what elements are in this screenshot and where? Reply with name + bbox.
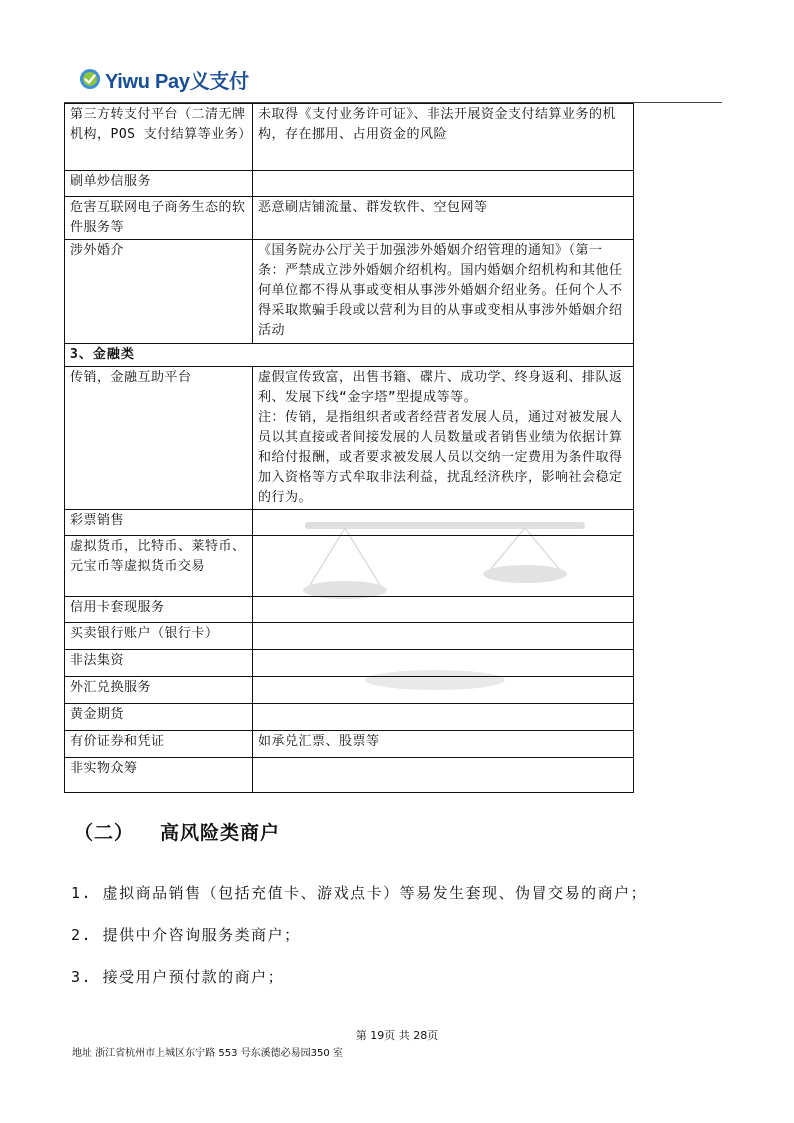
table-row bbox=[65, 510, 634, 536]
description-text: 恶意刷店铺流量、群发软件、空包网等 bbox=[258, 200, 488, 215]
table-cell-category: 有价证券和凭证 bbox=[65, 731, 253, 758]
table-row bbox=[65, 104, 634, 171]
section-title: 高风险类商户 bbox=[160, 822, 281, 844]
table-cell-description bbox=[253, 240, 634, 344]
description-text: 未取得《支付业务许可证》、非法开展资金支付结算业务的机构，存在挪用、占用资金的风险 bbox=[258, 107, 617, 142]
table-row bbox=[65, 597, 634, 623]
list-item: 1. 虚拟商品销售（包括充值卡、游戏点卡）等易发生套现、伪冒交易的商户； bbox=[71, 884, 648, 902]
description-note: 注：传销，是指组织者或者经营者发展人员，通过对被发展人员以其直接或者间接发展的人员数量或者销售业绩为依据计算和给付报酬，或者要求被发展人员以交纳一定费用为条件取得加入资格等方式牟取非法利益，扰乱经济秩序，影响社会稳定的行为。 bbox=[258, 410, 623, 505]
logo-text-cn: 义支付 bbox=[189, 70, 249, 93]
risk-category-table bbox=[64, 103, 634, 793]
logo-text-pay: Pay bbox=[155, 70, 190, 93]
table-cell-category: 买卖银行账户（银行卡） bbox=[65, 623, 253, 650]
table-cell-description bbox=[253, 197, 634, 240]
description-text: 如承兑汇票、股票等 bbox=[258, 734, 380, 749]
check-badge-icon bbox=[79, 68, 101, 90]
table-row bbox=[65, 677, 634, 704]
table-row bbox=[65, 731, 634, 758]
description-text: 虚假宣传致富，出售书籍、碟片、成功学、终身返利、排队返利、发展下线“金字塔”型提成等等。 bbox=[258, 370, 623, 405]
table-cell-category: 第三方转支付平台（二清无牌机构，POS 支付结算等业务） bbox=[65, 104, 253, 171]
table-cell-description bbox=[253, 104, 634, 171]
logo-wordmark bbox=[105, 65, 249, 94]
list-item: 3. 接受用户预付款的商户； bbox=[71, 968, 285, 986]
table-cell-category: 刷单炒信服务 bbox=[65, 171, 253, 197]
page-number: 第 19页 共 28页 bbox=[355, 1029, 439, 1042]
table-cell-description bbox=[253, 367, 634, 510]
table-row bbox=[65, 367, 634, 510]
list-item: 2. 提供中介咨询服务类商户； bbox=[71, 926, 301, 944]
table-cell-description bbox=[253, 650, 634, 677]
section-heading bbox=[74, 818, 280, 845]
table-cell-category: 危害互联网电子商务生态的软件服务等 bbox=[65, 197, 253, 240]
description-text: 《国务院办公厅关于加强涉外婚姻介绍管理的通知》（第一条：严禁成立涉外婚姻介绍机构。国内婚姻介绍机构和其他任何单位都不得从事或变相从事涉外婚姻介绍业务。任何个人不得采取欺骗手段或以营利为目的从事或变相从事涉外婚姻介绍活动 bbox=[258, 243, 623, 338]
table-section-row bbox=[65, 344, 634, 367]
table-cell-category: 外汇兑换服务 bbox=[65, 677, 253, 704]
table-row bbox=[65, 623, 634, 650]
table-cell-category: 彩票销售 bbox=[65, 510, 253, 536]
table-cell-description bbox=[253, 623, 634, 650]
table-cell-description bbox=[253, 731, 634, 758]
section-number: （二） bbox=[74, 822, 135, 844]
table-row bbox=[65, 758, 634, 793]
table-section-title: 3、金融类 bbox=[65, 344, 634, 367]
table-cell-description bbox=[253, 510, 634, 536]
table-cell-category: 信用卡套现服务 bbox=[65, 597, 253, 623]
table-cell-description bbox=[253, 597, 634, 623]
table-cell-category: 非法集资 bbox=[65, 650, 253, 677]
table-row bbox=[65, 197, 634, 240]
table-row bbox=[65, 704, 634, 731]
table-cell-description bbox=[253, 758, 634, 793]
logo-text-yiwu: Yiwu bbox=[105, 70, 150, 93]
table-cell-description bbox=[253, 677, 634, 704]
table-cell-category: 非实物众筹 bbox=[65, 758, 253, 793]
footer-address: 地址 浙江省杭州市上城区东宁路 553 号东溪德必易园350 室 bbox=[72, 1048, 343, 1059]
table-row bbox=[65, 650, 634, 677]
table-cell-description bbox=[253, 704, 634, 731]
table-cell-category: 传销，金融互助平台 bbox=[65, 367, 253, 510]
table-row bbox=[65, 171, 634, 197]
table-cell-category: 黄金期货 bbox=[65, 704, 253, 731]
table-cell-category: 虚拟货币，比特币、莱特币、元宝币等虚拟货币交易 bbox=[65, 536, 253, 597]
table-row bbox=[65, 536, 634, 597]
table-cell-description bbox=[253, 536, 634, 597]
brand-logo bbox=[79, 66, 249, 92]
table-row bbox=[65, 240, 634, 344]
table-cell-category: 涉外婚介 bbox=[65, 240, 253, 344]
table-cell-description bbox=[253, 171, 634, 197]
